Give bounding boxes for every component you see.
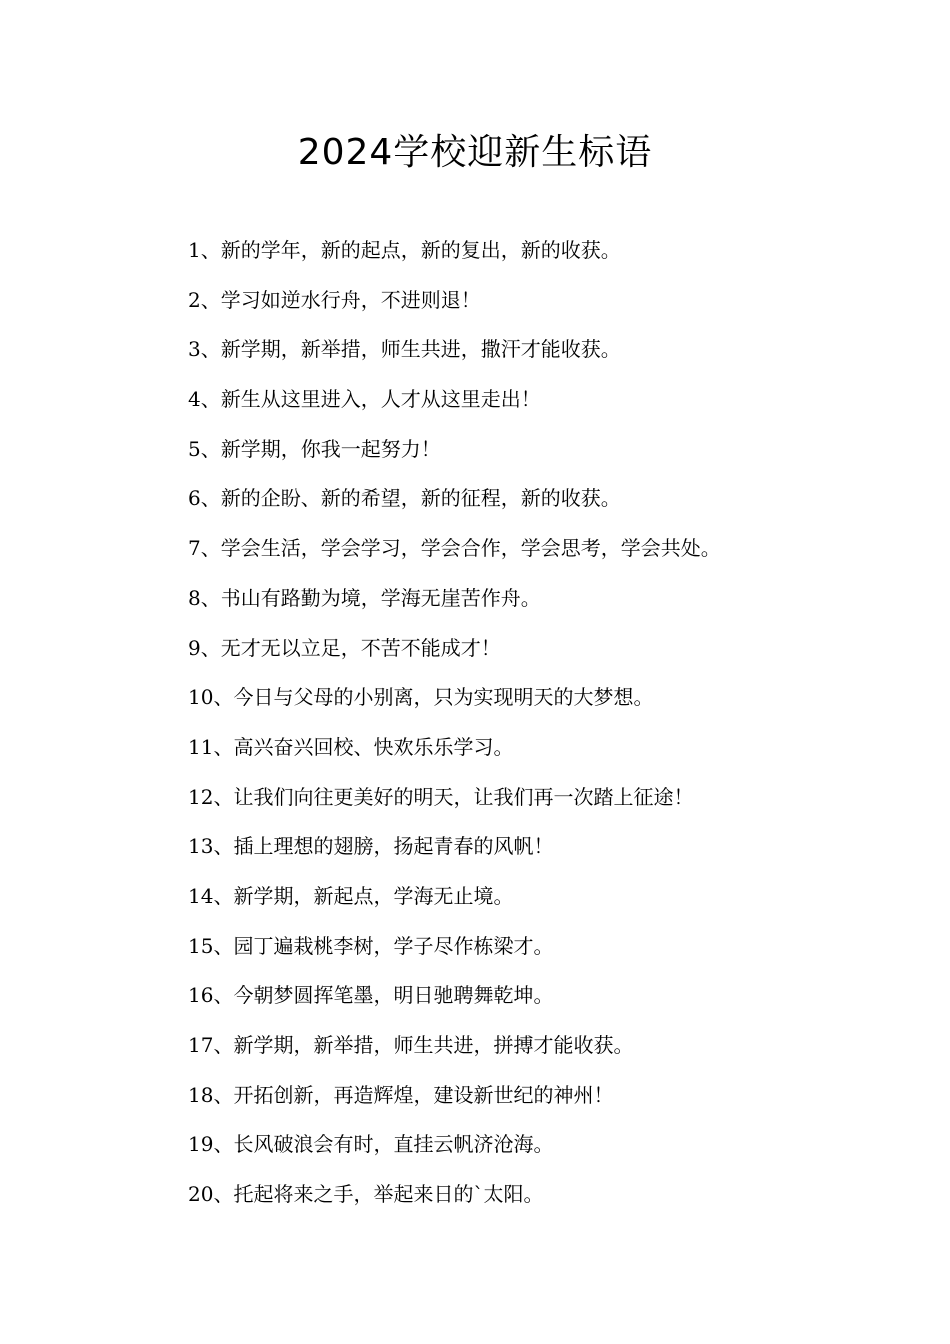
list-item: 14、新学期，新起点，学海无止境。 (188, 883, 514, 908)
list-item: 20、托起将来之手，举起来日的`太阳。 (188, 1182, 544, 1207)
list-item: 10、今日与父母的小别离，只为实现明天的大梦想。 (188, 685, 654, 710)
list-item: 3、新学期，新举措，师生共进，撒汗才能收获。 (188, 337, 621, 362)
list-item: 16、今朝梦圆挥笔墨，明日驰聘舞乾坤。 (188, 983, 554, 1008)
list-item: 5、新学期，你我一起努力！ (188, 436, 441, 461)
list-item: 18、开拓创新，再造辉煌，建设新世纪的神州！ (188, 1082, 614, 1107)
list-item: 15、园丁遍栽桃李树，学子尽作栋梁才。 (188, 933, 554, 958)
list-item: 12、让我们向往更美好的明天，让我们再一次踏上征途！ (188, 784, 694, 809)
list-item: 17、新学期，新举措，师生共进，拼搏才能收获。 (188, 1033, 634, 1057)
page-title: 2024学校迎新生标语 (297, 132, 653, 173)
list-item: 19、长风破浪会有时，直挂云帆济沧海。 (188, 1132, 554, 1157)
list-item: 13、插上理想的翅膀，扬起青春的风帆！ (188, 834, 554, 859)
list-item: 11、高兴奋兴回校、快欢乐乐学习。 (188, 734, 514, 759)
list-item: 6、新的企盼、新的希望，新的征程，新的收获。 (188, 486, 621, 511)
list-item: 4、新生从这里进入，人才从这里走出！ (188, 387, 541, 412)
list-item: 7、学会生活，学会学习，学会合作，学会思考，学会共处。 (188, 536, 721, 561)
list-item: 8、书山有路勤为境，学海无崖苦作舟。 (188, 585, 541, 610)
slogan-list (188, 230, 908, 1224)
list-item: 1、新的学年，新的起点，新的复出，新的收获。 (188, 238, 621, 262)
list-item: 9、无才无以立足，不苦不能成才！ (188, 635, 501, 660)
list-item: 2、学习如逆水行舟，不进则退！ (188, 287, 481, 312)
